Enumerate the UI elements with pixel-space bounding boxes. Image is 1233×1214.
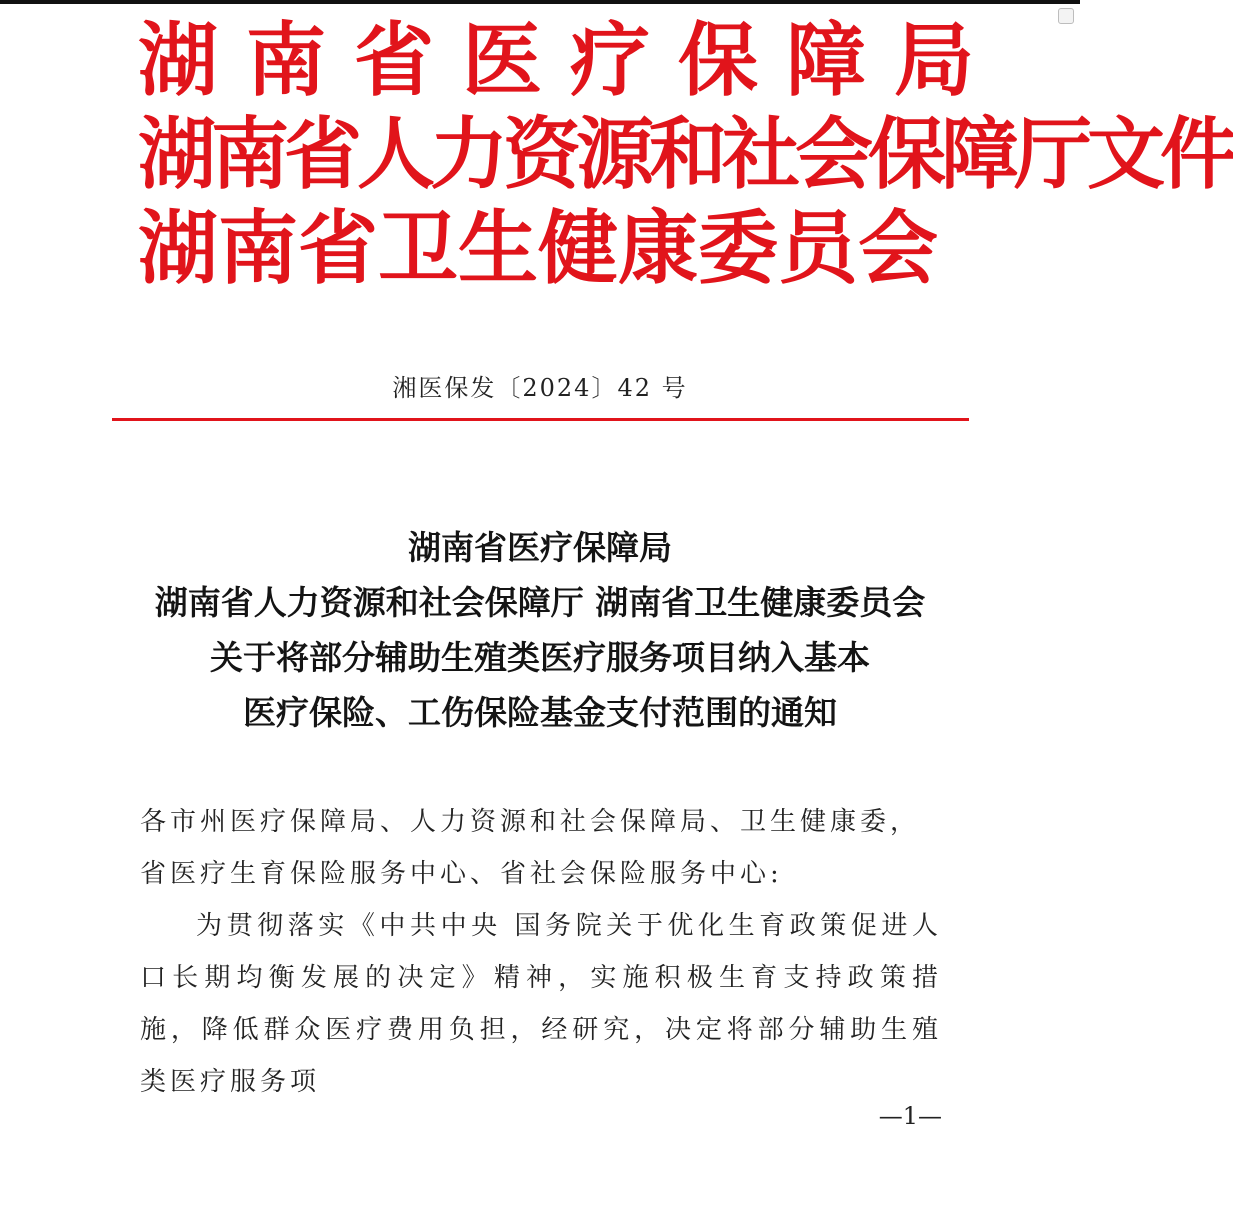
page-number: —1— xyxy=(878,1102,942,1130)
document-number: 湘医保发〔2024〕42 号 xyxy=(392,374,688,402)
body-paragraph: 为贯彻落实《中共中央 国务院关于优化生育政策促进人口长期均衡发展的决定》精神，实施积极生育支持政策措施，降低群众医疗费用负担，经研究，决定将部分辅助生殖类医疗服务项 xyxy=(140,911,942,1097)
title-line-2: 湖南省人力资源和社会保障厅 湖南省卫生健康委员会 xyxy=(154,583,926,622)
addressee-paragraph: 各市州医疗保障局、人力资源和社会保障局、卫生健康委，省医疗生育保险服务中心、省社会保险服务中心: xyxy=(140,807,921,889)
document-title xyxy=(100,520,980,740)
red-divider-line xyxy=(112,418,969,421)
issuer-medical-security-bureau: 湖南省医疗保障局 xyxy=(138,14,1002,107)
title-line-3: 关于将部分辅助生殖类医疗服务项目纳入基本 xyxy=(210,638,870,677)
title-line-4: 医疗保险、工伤保险基金支付范围的通知 xyxy=(243,693,837,732)
title-line-1: 湖南省医疗保障局 xyxy=(408,528,672,567)
issuer-health-commission: 湖南省卫生健康委员会 xyxy=(138,202,938,295)
document-header xyxy=(138,14,1233,296)
expand-icon[interactable] xyxy=(1058,8,1074,24)
top-status-bar xyxy=(0,0,1080,4)
issuer-human-resources-department: 湖南省人力资源和社会保障厅文件 xyxy=(138,110,1233,200)
